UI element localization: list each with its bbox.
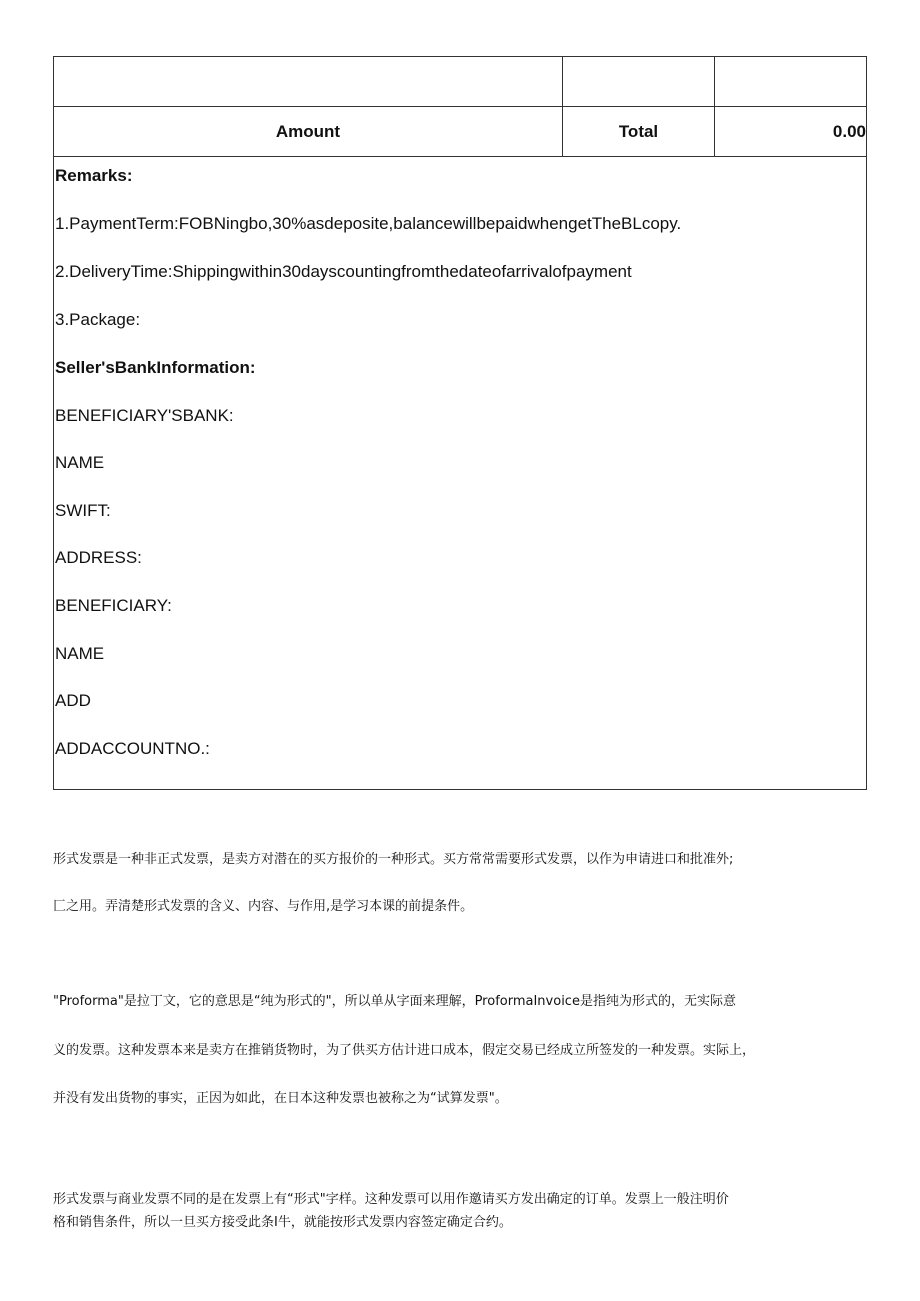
beneficiary-name: NAME [55, 644, 105, 663]
invoice-table [53, 56, 867, 790]
table-cell-empty-3 [715, 57, 866, 106]
table-cell-empty-2 [563, 57, 715, 106]
account-no: ADDACCOUNTNO.: [55, 739, 210, 758]
bank-info-heading: Seller'sBankInformation: [55, 358, 256, 377]
paragraph-2-line-1: "Proforma"是拉丁文，它的意思是“纯为形式的"，所以单从字面来理解，ProformaInvoice是指纯为形式的，无实际意 [53, 994, 736, 1009]
paragraph-2-line-2: 义的发票。这种发票本来是卖方在推销货物时，为了供买方估计进口成本，假定交易已经成立所签发的一种发票。实际上， [53, 1043, 756, 1058]
payment-term: 1.PaymentTerm:FOBNingbo,30%asdeposite,balancewillbepaidwhengetTheBLcopy. [55, 214, 682, 233]
beneficiary-add: ADD [55, 691, 91, 710]
bank-address: ADDRESS: [55, 548, 142, 567]
paragraph-3-line-2: 格和销售条件，所以一旦买方接受此条Ⅰ牛，就能按形式发票内容签定确定合约。 [53, 1215, 512, 1230]
paragraph-2-line-3: 并没有发出货物的事实，正因为如此，在日本这种发票也被称之为“试算发票"。 [53, 1091, 508, 1106]
paragraph-3-line-1: 形式发票与商业发票不同的是在发票上有“形式"字样。这种发票可以用作邀请买方发出确定的订单。发票上一般注明价 [53, 1192, 729, 1207]
paragraph-1-line-2: 匚之用。弄清楚形式发票的含义、内容、与作用,是学习本课的前提条件。 [53, 899, 474, 914]
remarks-heading: Remarks: [55, 166, 133, 185]
paragraph-1-line-1: 形式发票是一种非正式发票，是卖方对潜在的买方报价的一种形式。买方常常需要形式发票，以作为申请进口和批准外; [53, 852, 734, 867]
beneficiary: BENEFICIARY: [55, 596, 172, 615]
bank-name: NAME [55, 453, 105, 472]
beneficiary-bank: BENEFICIARY'SBANK: [55, 406, 234, 425]
table-cell-empty-1 [54, 57, 563, 106]
table-row-empty [54, 57, 866, 107]
delivery-time: 2.DeliveryTime:Shippingwithin30dayscountingfromthedateofarrivalofpayment [55, 262, 632, 281]
total-label: Total [563, 107, 715, 156]
table-row-amount [54, 107, 866, 157]
package: 3.Package: [55, 310, 141, 329]
total-value: 0.00 [832, 121, 866, 141]
amount-label: Amount [54, 107, 563, 156]
swift: SWIFT: [55, 501, 111, 520]
